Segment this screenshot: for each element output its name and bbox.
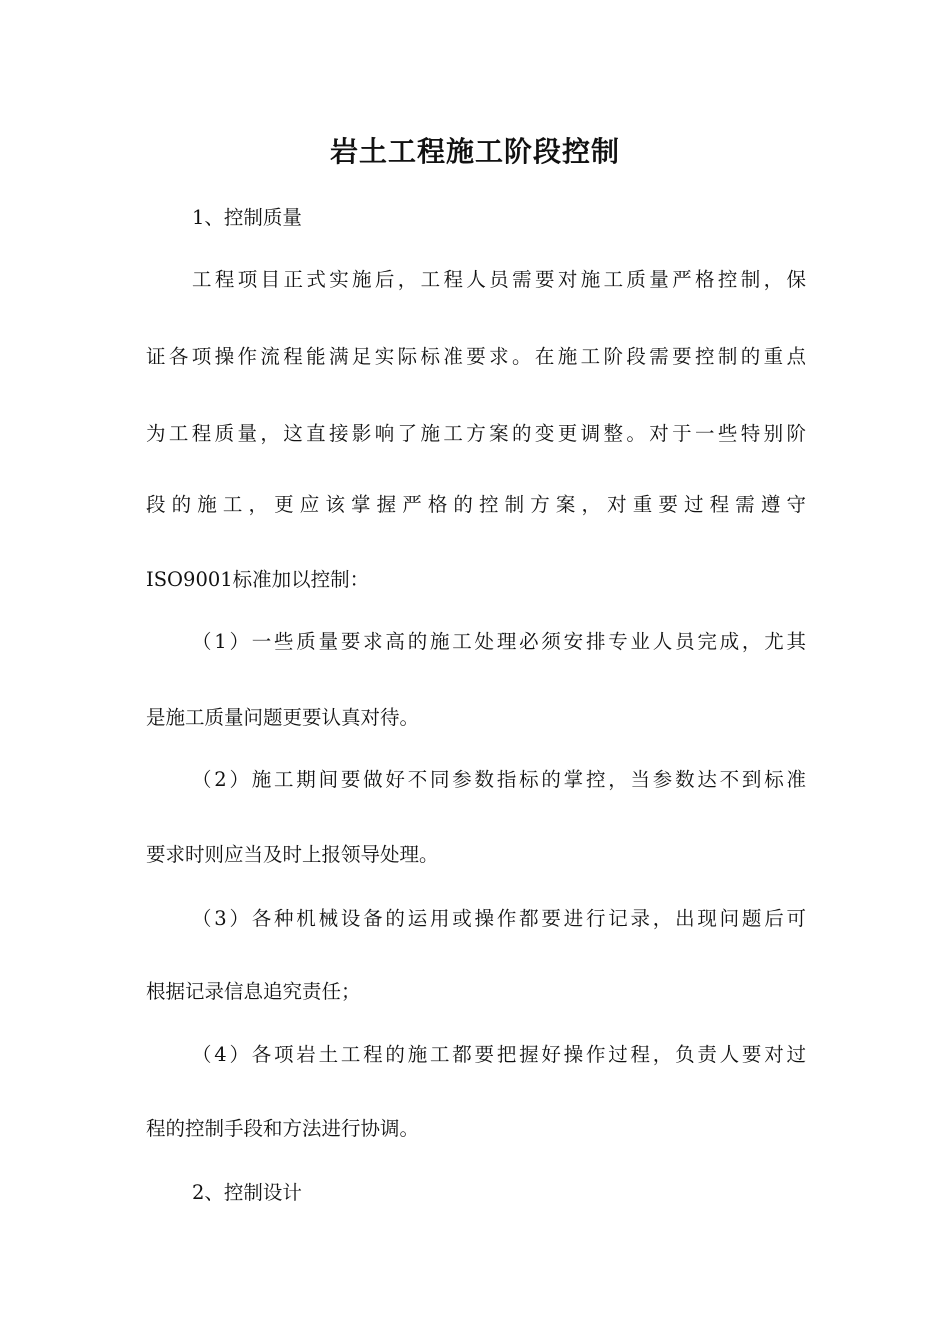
list-item-4-line: 程的控制手段和方法进行协调。 <box>146 1117 420 1140</box>
paragraph-line: ISO9001标准加以控制： <box>146 568 370 591</box>
list-item-2-line: （2）施工期间要做好不同参数指标的掌控，当参数达不到标准 <box>192 768 806 791</box>
list-item-3-line: （3）各种机械设备的运用或操作都要进行记录，出现问题后可 <box>192 907 806 930</box>
list-item-1-line: 是施工质量问题更要认真对待。 <box>146 706 420 729</box>
section-heading-2: 2、控制设计 <box>192 1181 302 1204</box>
document-title: 岩土工程施工阶段控制 <box>329 135 620 168</box>
paragraph-line: 为工程质量，这直接影响了施工方案的变更调整。对于一些特别阶 <box>146 422 806 445</box>
paragraph-line: 工程项目正式实施后，工程人员需要对施工质量严格控制，保 <box>192 268 806 291</box>
section-heading-1: 1、控制质量 <box>192 206 302 229</box>
paragraph-line: 证各项操作流程能满足实际标准要求。在施工阶段需要控制的重点 <box>146 345 806 368</box>
list-item-2-line: 要求时则应当及时上报领导处理。 <box>146 843 439 866</box>
paragraph-line: 段的施工，更应该掌握严格的控制方案，对重要过程需遵守 <box>146 493 806 516</box>
list-item-3-line: 根据记录信息追究责任； <box>146 980 361 1003</box>
list-item-1-line: （1）一些质量要求高的施工处理必须安排专业人员完成，尤其 <box>192 630 806 653</box>
list-item-4-line: （4）各项岩土工程的施工都要把握好操作过程，负责人要对过 <box>192 1043 806 1066</box>
